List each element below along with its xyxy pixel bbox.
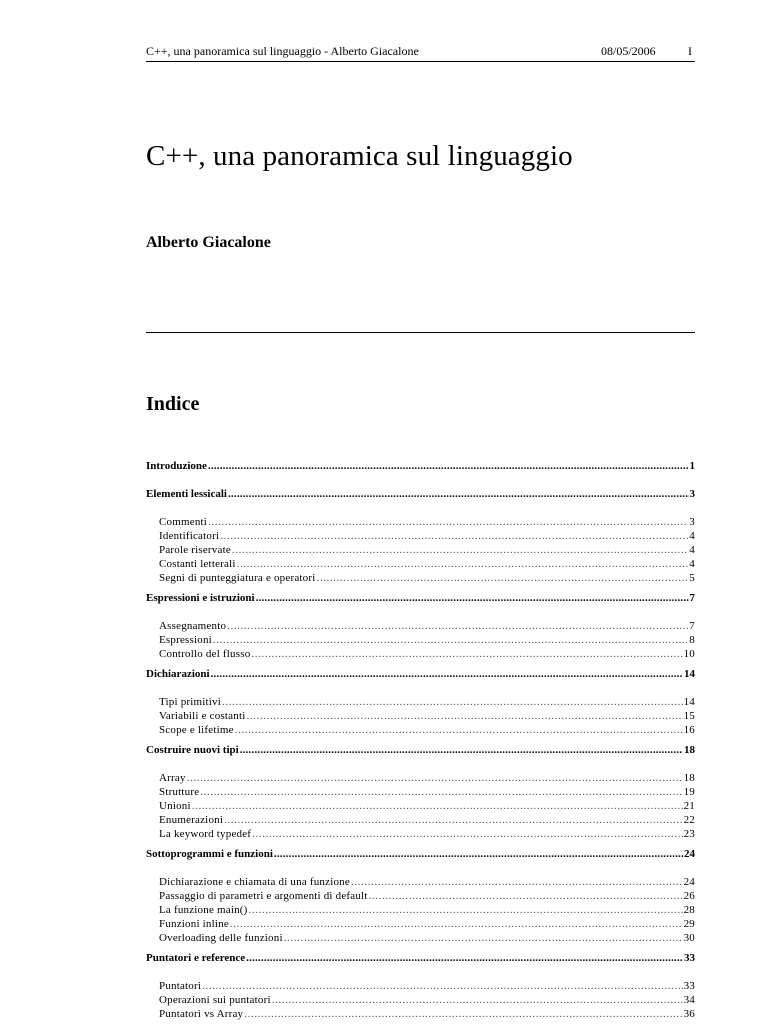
- toc-leader-dots: [369, 889, 683, 903]
- toc-chapter-block: [146, 591, 695, 661]
- toc-chapter-block: [146, 847, 695, 945]
- toc-chapter-title: Introduzione: [146, 460, 207, 472]
- toc-section-page: 14: [683, 696, 695, 708]
- toc-leader-dots: [316, 571, 688, 585]
- toc-leader-dots: [208, 515, 688, 529]
- toc-section-title: Dichiarazione e chiamata di una funzione: [159, 876, 350, 888]
- toc-section-entry[interactable]: [146, 903, 695, 917]
- toc-section-title: Espressioni: [159, 634, 212, 646]
- toc-chapter-block: [146, 487, 695, 585]
- toc-section-title: Costanti letterali: [159, 558, 236, 570]
- toc-leader-dots: [272, 993, 683, 1007]
- toc-section-entry[interactable]: [146, 543, 695, 557]
- toc-section-entry[interactable]: [146, 723, 695, 737]
- toc-chapter-entry[interactable]: [146, 667, 695, 681]
- toc-section-page: 28: [683, 904, 695, 916]
- toc-leader-dots: [246, 709, 682, 723]
- toc-chapter-title: Espressioni e istruzioni: [146, 592, 255, 604]
- toc-section-page: 3: [689, 516, 695, 528]
- toc-section-title: Assegnamento: [159, 620, 227, 632]
- toc-section-entry[interactable]: [146, 875, 695, 889]
- toc-section-title: Puntatori: [159, 980, 202, 992]
- toc-section-page: 8: [689, 634, 695, 646]
- toc-leader-dots: [240, 743, 683, 757]
- table-of-contents: [146, 459, 695, 1027]
- toc-section-entry[interactable]: [146, 529, 695, 543]
- toc-section-entry[interactable]: [146, 889, 695, 903]
- toc-leader-dots: [232, 543, 688, 557]
- toc-section-entry[interactable]: [146, 619, 695, 633]
- toc-section-page: 23: [683, 828, 695, 840]
- toc-section-entry[interactable]: [146, 695, 695, 709]
- toc-section-title: Strutture: [159, 786, 200, 798]
- header-title: C++, una panoramica sul linguaggio - Alberto Giacalone: [146, 44, 419, 58]
- toc-section-title: Segni di punteggiatura e operatori: [159, 572, 316, 584]
- toc-section-title: Controllo del flusso: [159, 648, 251, 660]
- toc-section-page: 5: [689, 572, 695, 584]
- toc-chapter-page: 7: [689, 592, 695, 604]
- header-date: 08/05/2006: [601, 44, 656, 58]
- toc-section-title: Overloading delle funzioni: [159, 932, 283, 944]
- toc-section-entry[interactable]: [146, 709, 695, 723]
- toc-leader-dots: [252, 827, 682, 841]
- toc-leader-dots: [237, 557, 689, 571]
- header-page-number: I: [688, 44, 692, 58]
- toc-section-entry[interactable]: [146, 917, 695, 931]
- toc-section-entry[interactable]: [146, 931, 695, 945]
- toc-leader-dots: [227, 619, 688, 633]
- toc-section-page: 4: [689, 530, 695, 542]
- toc-section-title: Operazioni sui puntatori: [159, 994, 271, 1006]
- toc-leader-dots: [351, 875, 683, 889]
- toc-section-entry[interactable]: [146, 827, 695, 841]
- toc-leader-dots: [187, 771, 683, 785]
- toc-section-title: Scope e lifetime: [159, 724, 234, 736]
- toc-section-entry[interactable]: [146, 647, 695, 661]
- toc-section-page: 7: [689, 620, 695, 632]
- toc-leader-dots: [211, 667, 683, 681]
- toc-section-page: 10: [683, 648, 695, 660]
- toc-leader-dots: [208, 459, 689, 473]
- toc-chapter-block: [146, 951, 695, 1021]
- toc-section-title: La funzione main(): [159, 904, 248, 916]
- toc-leader-dots: [235, 723, 683, 737]
- running-header: [146, 44, 695, 62]
- toc-section-page: 26: [683, 890, 695, 902]
- toc-section-page: 19: [683, 786, 695, 798]
- toc-section-entry[interactable]: [146, 633, 695, 647]
- toc-chapter-block: [146, 667, 695, 737]
- toc-leader-dots: [202, 979, 682, 993]
- toc-section-page: 22: [683, 814, 695, 826]
- toc-chapter-page: 3: [689, 488, 695, 500]
- toc-section-title: Array: [159, 772, 186, 784]
- toc-section-title: Passaggio di parametri e argomenti di default: [159, 890, 368, 902]
- toc-leader-dots: [192, 799, 683, 813]
- toc-section-page: 16: [683, 724, 695, 736]
- toc-chapter-title: Sottoprogrammi e funzioni: [146, 848, 273, 860]
- toc-section-entry[interactable]: [146, 785, 695, 799]
- toc-section-page: 4: [689, 544, 695, 556]
- toc-section-title: Tipi primitivi: [159, 696, 221, 708]
- toc-chapter-page: 1: [689, 460, 695, 472]
- toc-section-title: Parole riservate: [159, 544, 231, 556]
- toc-section-title: Unioni: [159, 800, 191, 812]
- toc-leader-dots: [224, 813, 682, 827]
- toc-section-page: 33: [683, 980, 695, 992]
- toc-section-entry[interactable]: [146, 1007, 695, 1021]
- toc-leader-dots: [244, 1007, 682, 1021]
- toc-chapter-title: Elementi lessicali: [146, 488, 227, 500]
- toc-chapter-entry[interactable]: [146, 487, 695, 501]
- toc-section-page: 4: [689, 558, 695, 570]
- toc-section-title: Commenti: [159, 516, 208, 528]
- document-title: C++, una panoramica sul linguaggio: [146, 140, 573, 172]
- toc-section-entry[interactable]: [146, 799, 695, 813]
- toc-section-page: 29: [683, 918, 695, 930]
- toc-chapter-page: 33: [684, 952, 695, 964]
- toc-section-page: 21: [683, 800, 695, 812]
- toc-section-entry[interactable]: [146, 993, 695, 1007]
- toc-section-entry[interactable]: [146, 571, 695, 585]
- toc-chapter-title: Dichiarazioni: [146, 668, 210, 680]
- toc-leader-dots: [222, 695, 683, 709]
- toc-section-page: 15: [683, 710, 695, 722]
- toc-section-entry[interactable]: [146, 557, 695, 571]
- toc-chapter-title: Puntatori e reference: [146, 952, 246, 964]
- horizontal-rule: [146, 332, 695, 333]
- toc-section-entry[interactable]: [146, 813, 695, 827]
- toc-chapter-block: [146, 743, 695, 841]
- toc-chapter-page: 18: [684, 744, 695, 756]
- toc-chapter-entry[interactable]: [146, 591, 695, 605]
- toc-chapter-page: 14: [684, 668, 695, 680]
- toc-leader-dots: [274, 847, 683, 861]
- toc-chapter-entry[interactable]: [146, 951, 695, 965]
- toc-section-title: Variabili e costanti: [159, 710, 246, 722]
- toc-section-title: La keyword typedef: [159, 828, 252, 840]
- toc-leader-dots: [251, 647, 682, 661]
- toc-section-title: Identificatori: [159, 530, 220, 542]
- index-heading: Indice: [146, 393, 200, 415]
- toc-leader-dots: [230, 917, 683, 931]
- toc-leader-dots: [213, 633, 688, 647]
- toc-leader-dots: [200, 785, 682, 799]
- toc-section-entry[interactable]: [146, 771, 695, 785]
- toc-section-page: 34: [683, 994, 695, 1006]
- toc-chapter-entry[interactable]: [146, 743, 695, 757]
- toc-leader-dots: [284, 931, 683, 945]
- toc-leader-dots: [246, 951, 683, 965]
- document-author: Alberto Giacalone: [146, 234, 271, 251]
- toc-section-title: Puntatori vs Array: [159, 1008, 244, 1020]
- toc-leader-dots: [249, 903, 683, 917]
- toc-chapter-page: 24: [684, 848, 695, 860]
- toc-section-title: Enumerazioni: [159, 814, 224, 826]
- toc-section-page: 30: [683, 932, 695, 944]
- toc-chapter-entry[interactable]: [146, 459, 695, 473]
- toc-leader-dots: [228, 487, 689, 501]
- toc-section-title: Funzioni inline: [159, 918, 229, 930]
- toc-section-page: 36: [683, 1008, 695, 1020]
- toc-section-page: 18: [683, 772, 695, 784]
- toc-chapter-block: [146, 459, 695, 473]
- toc-chapter-title: Costruire nuovi tipi: [146, 744, 239, 756]
- toc-chapter-entry[interactable]: [146, 847, 695, 861]
- toc-section-entry[interactable]: [146, 515, 695, 529]
- toc-section-entry[interactable]: [146, 979, 695, 993]
- toc-leader-dots: [256, 591, 689, 605]
- toc-section-page: 24: [683, 876, 695, 888]
- toc-leader-dots: [220, 529, 688, 543]
